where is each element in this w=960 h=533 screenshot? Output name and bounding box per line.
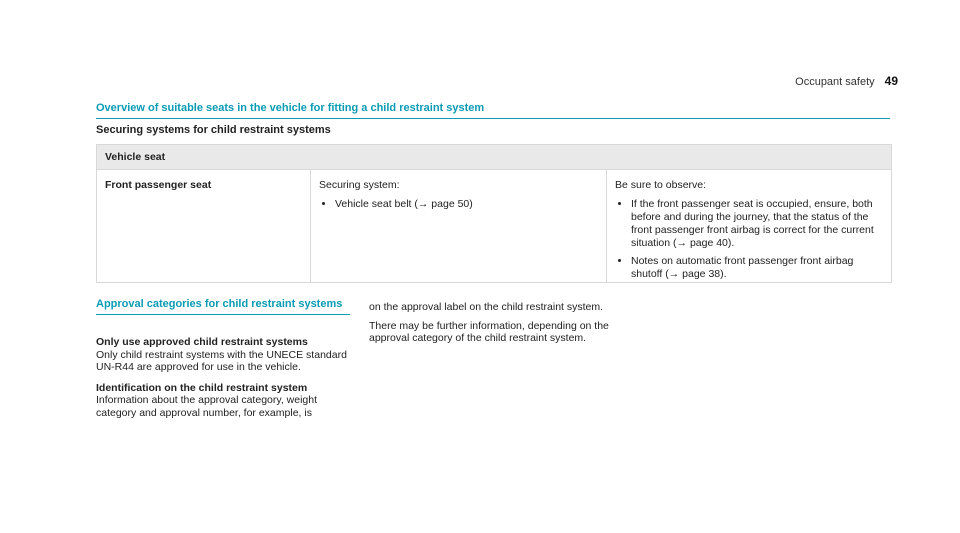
observe-cell	[607, 170, 891, 282]
page-number: 49	[884, 74, 898, 88]
table-header: Vehicle seat	[97, 145, 891, 170]
running-header	[795, 74, 898, 88]
section-name: Occupant safety	[795, 76, 875, 88]
list-item: • If the front passenger seat is occupied, ensure, both before and during the journey, that the status of the front passenger front airbag is correct for the current situation (→ page 40).	[631, 198, 883, 250]
list-item: • Vehicle seat belt (→ page 50)	[335, 198, 598, 211]
securing-system-label: Securing system:	[319, 179, 400, 191]
approval-categories-title: Approval categories for child restraint systems	[96, 298, 350, 315]
securing-systems-subheading: Securing systems for child restraint systems	[96, 124, 331, 136]
table-row	[97, 170, 891, 282]
seat-name-cell: Front passenger seat	[97, 170, 311, 282]
approved-systems-heading: Only use approved child restraint systems	[96, 336, 308, 348]
middle-text-column	[369, 301, 623, 351]
approval-label-text: on the approval label on the child restraint system.	[369, 301, 604, 313]
identification-text: Information about the approval category, weight category and approval number, for example, is	[96, 394, 318, 419]
further-info-text: There may be further information, depending on the approval category of the child restraint system.	[369, 319, 609, 344]
overview-section-title: Overview of suitable seats in the vehicle for fitting a child restraint system	[96, 102, 890, 119]
observe-label: Be sure to observe:	[615, 179, 707, 191]
observe-list	[615, 198, 883, 281]
vehicle-seat-table	[96, 144, 892, 283]
left-text-column	[96, 336, 350, 427]
securing-system-cell	[311, 170, 607, 282]
approved-systems-text: Only child restraint systems with the UNECE standard UN-R44 are approved for use in the vehicle.	[96, 348, 347, 373]
securing-system-list	[319, 198, 598, 211]
list-item: • Notes on automatic front passenger front airbag shutoff (→ page 38).	[631, 255, 883, 281]
identification-heading: Identification on the child restraint system	[96, 381, 308, 394]
